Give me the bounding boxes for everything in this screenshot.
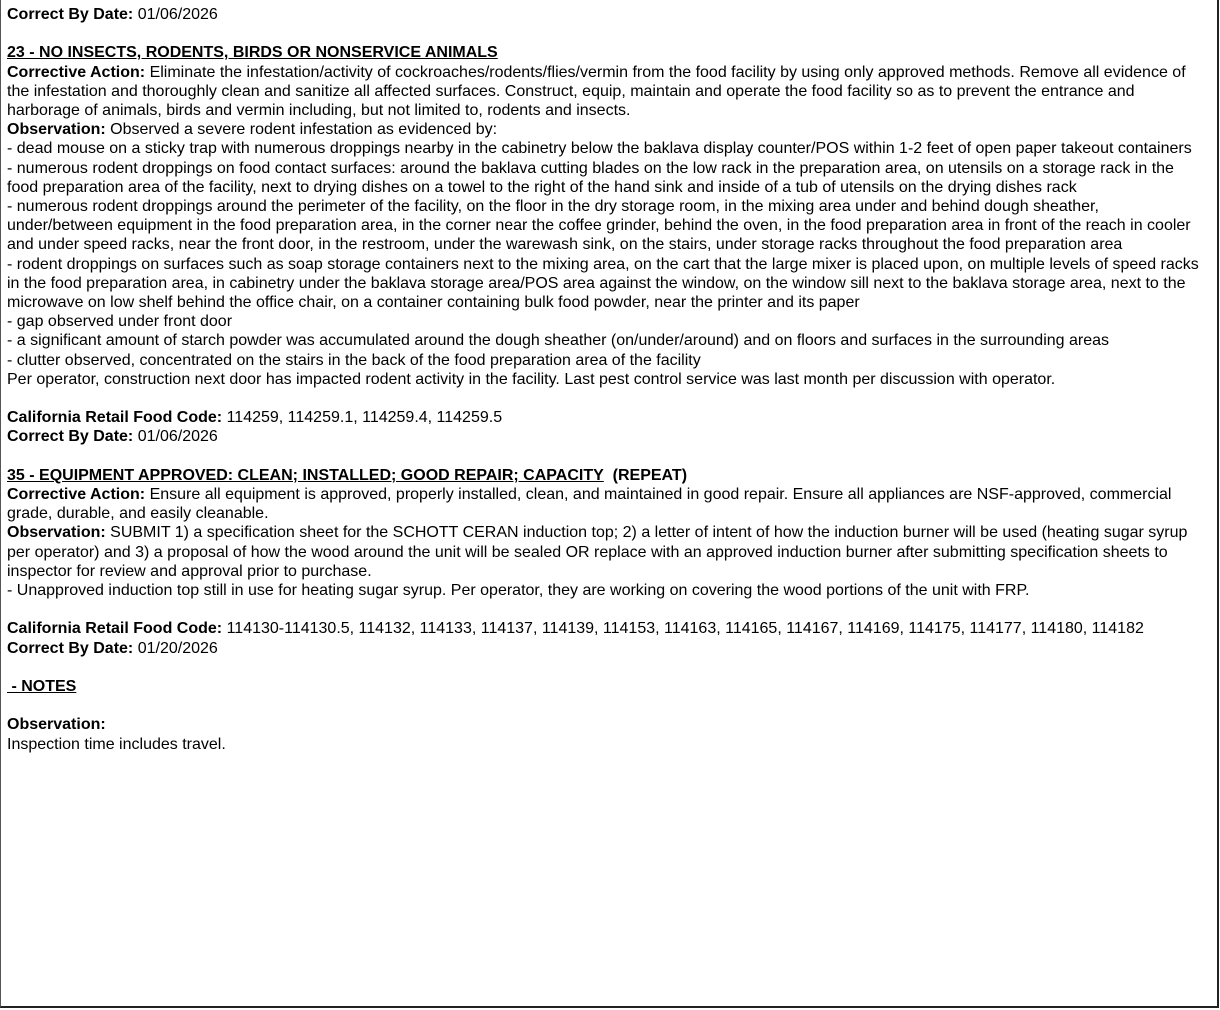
correct-by-value: 01/06/2026	[137, 428, 218, 446]
observation-label: Observation:	[7, 121, 106, 139]
corrective-action-text: Ensure all equipment is approved, properly installed, clean, and maintained in good repair. Ensure all appliances are NSF-approved, commercial grade, durable, and easily cleanable.	[7, 486, 1172, 523]
observation-item: Per operator, construction next door has impacted rodent activity in the facility. Last pest control service was last month per discussion with operator.	[7, 370, 1056, 388]
correct-by-label: Correct By Date:	[7, 6, 134, 23]
violation-23-correct-by-line	[7, 427, 1207, 446]
observation-item: - numerous rodent droppings on food contact surfaces: around the baklava cutting blades on the low rack in the preparation area, on utensils on a storage rack in the food preparation area of the facility, next to drying dishes on a towel to the right of the hand sink and inside of a tub of utensils on the drying dishes rack	[7, 159, 1174, 196]
violation-35-heading-line	[7, 466, 1207, 485]
corrective-action-label: Corrective Action:	[7, 63, 146, 81]
observation-item: - rodent droppings on surfaces such as soap storage containers next to the mixing area, on the cart that the large mixer is placed upon, on multiple levels of speed racks in the food preparation area, in cabinetry under the baklava storage area/POS area against the window, on the window sill next to the baklava storage area, next to the microwave on low shelf behind the office chair, on a container containing bulk food powder, near the printer and its paper	[7, 255, 1199, 312]
violation-23-heading: 23 - NO INSECTS, RODENTS, BIRDS OR NONSERVICE ANIMALS	[7, 44, 498, 62]
correct-by-line	[7, 5, 1207, 24]
food-code-label: California Retail Food Code:	[7, 620, 223, 638]
spacer	[7, 24, 1207, 43]
notes-observation-label-line	[7, 715, 1207, 734]
notes-observation-text: Inspection time includes travel.	[7, 735, 226, 753]
food-code-label: California Retail Food Code:	[7, 409, 223, 427]
correct-by-label: Correct By Date:	[7, 639, 134, 657]
violation-23	[7, 43, 1207, 446]
violation-23-observation	[7, 120, 1207, 139]
report-content	[7, 5, 1207, 754]
food-code-value: 114130-114130.5, 114132, 114133, 114137, 114139, 114153, 114163, 114165, 114167, 114169, 114175, 114177, 114180, 114182	[226, 620, 1144, 638]
violation-35-correct-by-line	[7, 639, 1207, 658]
violation-35-heading: 35 - EQUIPMENT APPROVED: CLEAN; INSTALLED; GOOD REPAIR; CAPACITY	[7, 466, 604, 484]
observation-item: - gap observed under front door	[7, 313, 233, 331]
correct-by-value: 01/20/2026	[137, 639, 218, 657]
notes-heading-line	[7, 677, 1207, 696]
observation-item: - dead mouse on a sticky trap with numerous droppings nearby in the cabinetry below the baklava display counter/POS within 1-2 feet of open paper takeout containers	[7, 140, 1192, 158]
observation-text: Observed a severe rodent infestation as evidenced by:	[110, 121, 498, 139]
observation-item: - a significant amount of starch powder was accumulated around the dough sheather (on/under/around) and on floors and surfaces in the surrounding areas	[7, 332, 1110, 350]
correct-by-label: Correct By Date:	[7, 428, 134, 446]
observation-item: - clutter observed, concentrated on the stairs in the back of the food preparation area of the facility	[7, 351, 701, 369]
observation-label: Observation:	[7, 524, 106, 542]
violation-35-corrective	[7, 485, 1207, 523]
food-code-value: 114259, 114259.1, 114259.4, 114259.5	[226, 409, 503, 427]
observation-item: - numerous rodent droppings around the perimeter of the facility, on the floor in the dry storage room, in the mixing area under and behind dough sheather, under/between equipment in the food preparation area, in the corner near the coffee grinder, behind the oven, in the food preparation area in front of the reach in cooler and under speed racks, near the front door, in the restroom, under the warewash sink, on the stairs, under storage racks throughout the food preparation area	[7, 198, 1191, 254]
spacer	[7, 696, 1207, 715]
notes-heading: - NOTES	[7, 678, 77, 696]
notes-section	[7, 677, 1207, 754]
corrective-action-label: Corrective Action:	[7, 486, 146, 504]
violation-35	[7, 466, 1207, 658]
violation-23-code-line	[7, 408, 1207, 427]
observation-text: SUBMIT 1) a specification sheet for the SCHOTT CERAN induction top; 2) a letter of intent of how the induction burner will be used (heating sugar syrup per operator) and 3) a proposal of how the wood around the unit will be sealed OR replace with an approved induction burner after submitting specification sheets to inspector for review and approval prior to purchase.	[7, 524, 1188, 580]
spacer	[7, 658, 1207, 677]
spacer	[7, 389, 1207, 408]
spacer	[7, 447, 1207, 466]
violation-23-corrective	[7, 63, 1207, 121]
observation-label: Observation:	[7, 716, 106, 734]
violation-35-code-line	[7, 619, 1207, 638]
repeat-badge: (REPEAT)	[612, 466, 688, 484]
corrective-action-text: Eliminate the infestation/activity of cockroaches/rodents/flies/vermin from the food facility by using only approved methods. Remove all evidence of the infestation and thoroughly clean and sanitize all affected surfaces. Construct, equip, maintain and operate the food facility so as to prevent the entrance and harborage of animals, birds and vermin including, but not limited to, rodents and insects.	[7, 63, 1186, 119]
observation-item: - Unapproved induction top still in use for heating sugar syrup. Per operator, they are working on covering the wood portions of the unit with FRP.	[7, 582, 1030, 600]
violation-35-observation	[7, 523, 1207, 581]
correct-by-value: 01/06/2026	[137, 6, 218, 23]
violation-23-heading-line	[7, 43, 1207, 62]
spacer	[7, 600, 1207, 619]
